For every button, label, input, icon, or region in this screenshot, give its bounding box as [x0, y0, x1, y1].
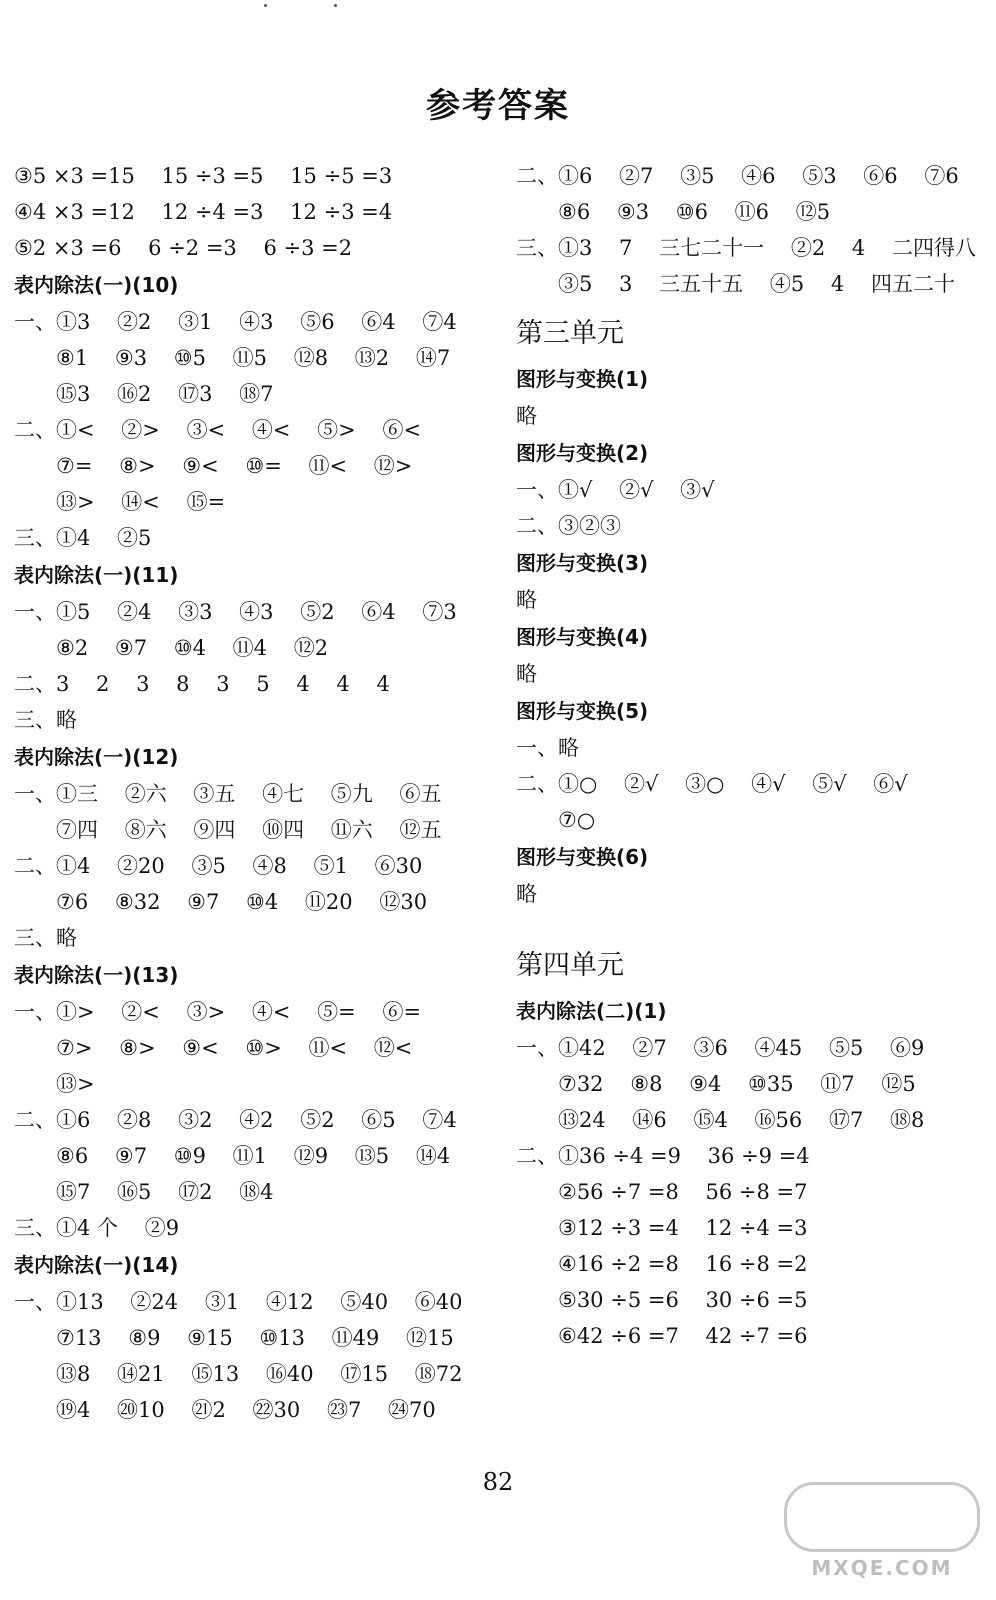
answer-line-continued: ⑤30 ÷5 =6 30 ÷6 =5	[558, 1288, 808, 1312]
answer-line-continued: ⑧2 ⑨7 ⑩4 ⑪4 ⑫2	[56, 636, 329, 660]
answer-line-continued: ⑬> ⑭< ⑮=	[56, 490, 226, 514]
answer-line: 二、③②③	[516, 514, 621, 538]
answer-line: 三、①4 个 ②9	[14, 1216, 180, 1240]
answer-line-continued: ②56 ÷7 =8 56 ÷8 =7	[558, 1180, 808, 1204]
answer-line-continued: ⑬>	[56, 1072, 95, 1096]
answer-line: 三、①3 7 三七二十一 ②2 4 二四得八	[516, 236, 976, 260]
answer-line-continued: ⑦四 ⑧六 ⑨四 ⑩四 ⑪六 ⑫五	[56, 818, 442, 842]
right-column	[516, 158, 986, 1354]
page-number: 82	[482, 1468, 514, 1496]
answer-line: 二、①36 ÷4 =9 36 ÷9 =4	[516, 1144, 810, 1168]
answer-line-continued: ⑬24 ⑭6 ⑮4 ⑯56 ⑰7 ⑱8	[558, 1108, 925, 1132]
answer-line-continued: ⑦6 ⑧32 ⑨7 ⑩4 ⑪20 ⑫30	[56, 890, 428, 914]
answer-line-continued: ⑧6 ⑨3 ⑩6 ⑪6 ⑫5	[558, 200, 831, 224]
section-heading: 表内除法(一)(12)	[14, 745, 179, 769]
answer-line: 二、①4 ②20 ③5 ④8 ⑤1 ⑥30	[14, 854, 423, 878]
answer-line-continued: ③12 ÷3 =4 12 ÷4 =3	[558, 1216, 808, 1240]
section-heading: 图形与变换(4)	[516, 625, 649, 649]
section-heading: 表内除法(一)(10)	[14, 273, 179, 297]
answer-line: 三、略	[14, 708, 77, 732]
section-heading: 图形与变换(5)	[516, 699, 649, 723]
scan-dots	[264, 0, 464, 12]
section-heading: 表内除法(一)(13)	[14, 963, 179, 987]
watermark-text: MXQE.COM	[811, 1556, 953, 1580]
watermark-mark-icon	[784, 1482, 980, 1552]
answer-line-continued: ③5 3 三五十五 ④5 4 四五二十	[558, 272, 955, 296]
answer-line: ⑤2 ×3 =6 6 ÷2 =3 6 ÷3 =2	[14, 236, 353, 260]
answer-line-continued: ⑬8 ⑭21 ⑮13 ⑯40 ⑰15 ⑱72	[56, 1362, 463, 1386]
answer-line: 二、①6 ②8 ③2 ④2 ⑤2 ⑥5 ⑦4	[14, 1108, 457, 1132]
answer-line: 二、3 2 3 8 3 5 4 4 4	[14, 672, 390, 696]
page-title: 参考答案	[426, 86, 570, 126]
answer-line-continued: ⑦13 ⑧9 ⑨15 ⑩13 ⑪49 ⑫15	[56, 1326, 454, 1350]
section-heading: 图形与变换(6)	[516, 845, 649, 869]
answer-line: 二、①< ②> ③< ④< ⑤> ⑥<	[14, 418, 422, 442]
answer-line-continued: ④16 ÷2 =8 16 ÷8 =2	[558, 1252, 808, 1276]
answer-line: 略	[516, 404, 537, 428]
answer-line-continued: ⑮7 ⑯5 ⑰2 ⑱4	[56, 1180, 274, 1204]
section-heading: 表内除法(二)(1)	[516, 999, 667, 1023]
answer-line: 略	[516, 662, 537, 686]
answer-line: 三、略	[14, 926, 77, 950]
unit-heading: 第四单元	[516, 950, 624, 981]
answer-line: 二、①6 ②7 ③5 ④6 ⑤3 ⑥6 ⑦6	[516, 164, 959, 188]
answer-line-continued: ⑥42 ÷6 =7 42 ÷7 =6	[558, 1324, 808, 1348]
unit-heading: 第三单元	[516, 318, 624, 349]
answer-line: 二、①○ ②√ ③○ ④√ ⑤√ ⑥√	[516, 772, 908, 796]
watermark-logo	[784, 1482, 980, 1586]
answer-line-continued: ⑧6 ⑨7 ⑩9 ⑪1 ⑫9 ⑬5 ⑭4	[56, 1144, 451, 1168]
answer-line-continued: ⑦> ⑧> ⑨< ⑩> ⑪< ⑫<	[56, 1036, 413, 1060]
answer-line-continued: ⑮3 ⑯2 ⑰3 ⑱7	[56, 382, 274, 406]
section-heading: 图形与变换(2)	[516, 441, 649, 465]
answer-line: 一、略	[516, 736, 579, 760]
left-column	[14, 158, 484, 1428]
answer-line: 略	[516, 588, 537, 612]
section-heading: 图形与变换(1)	[516, 367, 649, 391]
answer-line: 一、①√ ②√ ③√	[516, 478, 715, 502]
answer-line: ③5 ×3 =15 15 ÷3 =5 15 ÷5 =3	[14, 164, 393, 188]
section-heading: 表内除法(一)(11)	[14, 563, 179, 587]
answer-line: 一、①42 ②7 ③6 ④45 ⑤5 ⑥9	[516, 1036, 925, 1060]
section-heading: 图形与变换(3)	[516, 551, 649, 575]
answer-line-continued: ⑦= ⑧> ⑨< ⑩= ⑪< ⑫>	[56, 454, 413, 478]
answer-line-continued: ⑦○	[558, 808, 596, 832]
answer-line-continued: ⑦32 ⑧8 ⑨4 ⑩35 ⑪7 ⑫5	[558, 1072, 916, 1096]
section-heading: 表内除法(一)(14)	[14, 1253, 179, 1277]
answer-line: 一、①> ②< ③> ④< ⑤= ⑥=	[14, 1000, 422, 1024]
answer-line-continued: ⑲4 ⑳10 ㉑2 ㉒30 ㉓7 ㉔70	[56, 1398, 436, 1422]
answer-line: ④4 ×3 =12 12 ÷4 =3 12 ÷3 =4	[14, 200, 393, 224]
answer-line: 一、①3 ②2 ③1 ④3 ⑤6 ⑥4 ⑦4	[14, 310, 457, 334]
answer-line-continued: ⑧1 ⑨3 ⑩5 ⑪5 ⑫8 ⑬2 ⑭7	[56, 346, 451, 370]
answer-line: 三、①4 ②5	[14, 526, 152, 550]
answer-line: 略	[516, 882, 537, 906]
answer-line: 一、①5 ②4 ③3 ④3 ⑤2 ⑥4 ⑦3	[14, 600, 457, 624]
answer-line: 一、①三 ②六 ③五 ④七 ⑤九 ⑥五	[14, 782, 442, 806]
answer-line: 一、①13 ②24 ③1 ④12 ⑤40 ⑥40	[14, 1290, 463, 1314]
